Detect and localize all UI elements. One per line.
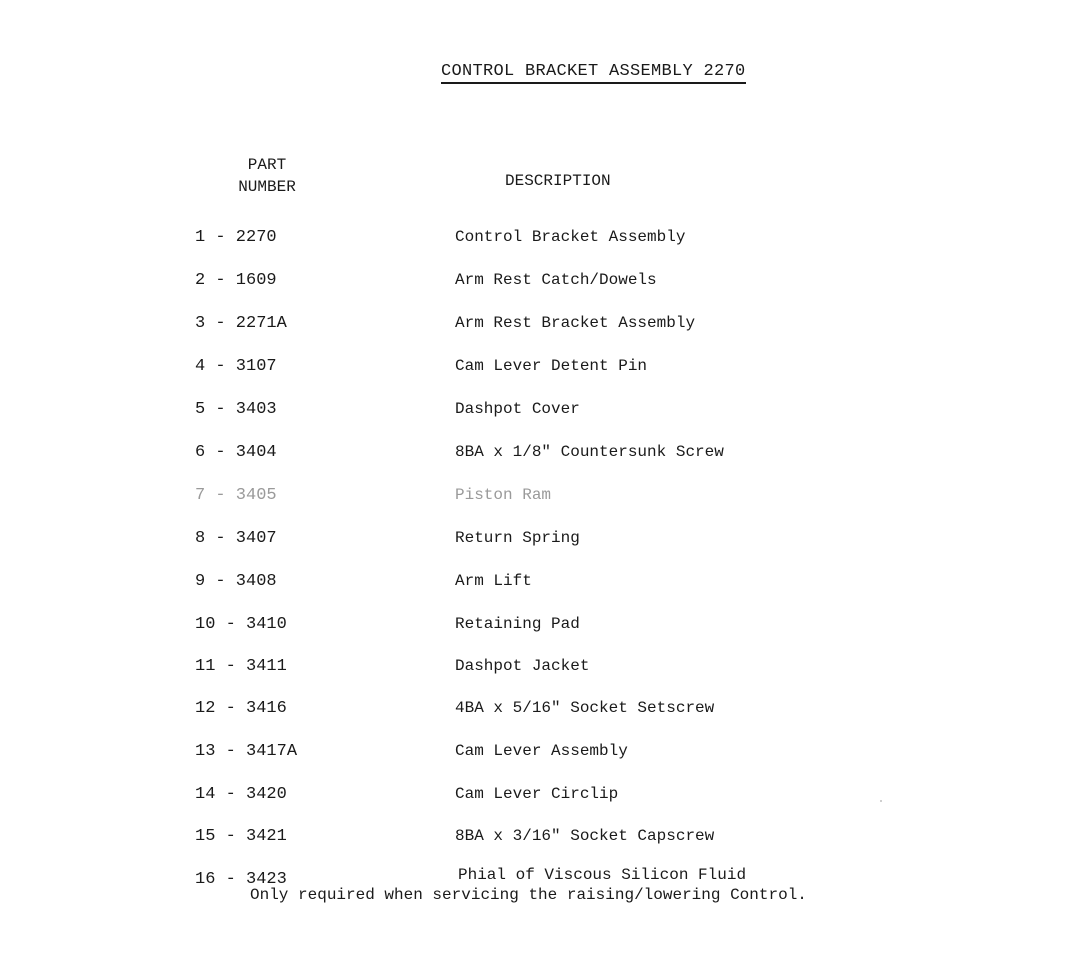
part-description: Retaining Pad [455,615,580,633]
parts-row [0,529,1080,559]
parts-row [0,657,1080,687]
part-number: 4 - 3107 [195,357,277,376]
parts-row [0,357,1080,387]
part-description: Cam Lever Assembly [455,742,628,760]
part-number: 6 - 3404 [195,443,277,462]
parts-row [0,228,1080,258]
part-number: 12 - 3416 [195,699,287,718]
part-number: 15 - 3421 [195,827,287,846]
part-description: Arm Rest Bracket Assembly [455,314,696,332]
part-description: Control Bracket Assembly [455,228,686,246]
document-title: CONTROL BRACKET ASSEMBLY 2270 [441,62,746,84]
parts-row [0,742,1080,772]
part-description: Dashpot Jacket [455,657,590,675]
part-number: 8 - 3407 [195,529,277,548]
part-header-line1: PART [247,156,287,174]
part-description: Cam Lever Detent Pin [455,357,648,375]
part-number: 16 - 3423 [195,870,287,889]
part-description: Phial of Viscous Silicon Fluid [458,866,747,884]
parts-row [0,400,1080,430]
part-header-line2: NUMBER [238,178,296,196]
part-description: 8BA x 3/16" Socket Capscrew [455,827,715,845]
parts-row [0,486,1080,516]
part-description: Arm Rest Catch/Dowels [455,271,657,289]
part-description: Return Spring [455,529,580,547]
part-description: Piston Ram [455,486,552,504]
part-description: Dashpot Cover [455,400,580,418]
part-number: 7 - 3405 [195,486,277,505]
parts-row [0,699,1080,729]
part-description: 4BA x 5/16" Socket Setscrew [455,699,715,717]
part-number: 5 - 3403 [195,400,277,419]
part-number: 11 - 3411 [195,657,287,676]
part-description: Cam Lever Circlip [455,785,619,803]
part-description: 8BA x 1/8" Countersunk Screw [455,443,724,461]
parts-row [0,314,1080,344]
scan-speck [880,800,882,802]
part-number: 3 - 2271A [195,314,287,333]
parts-row [0,615,1080,645]
part-number: 14 - 3420 [195,785,287,804]
parts-row [0,443,1080,473]
part-number: 9 - 3408 [195,572,277,591]
part-number: 1 - 2270 [195,228,277,247]
part-number: 10 - 3410 [195,615,287,634]
part-number-header [232,154,302,198]
part-description: Arm Lift [455,572,532,590]
part-number: 13 - 3417A [195,742,298,761]
part-number: 2 - 1609 [195,271,277,290]
description-header: DESCRIPTION [505,172,611,190]
parts-row [0,572,1080,602]
parts-row [0,271,1080,301]
parts-row [0,785,1080,815]
service-note: Only required when servicing the raising/lowering Control. [250,886,807,904]
parts-row [0,827,1080,857]
